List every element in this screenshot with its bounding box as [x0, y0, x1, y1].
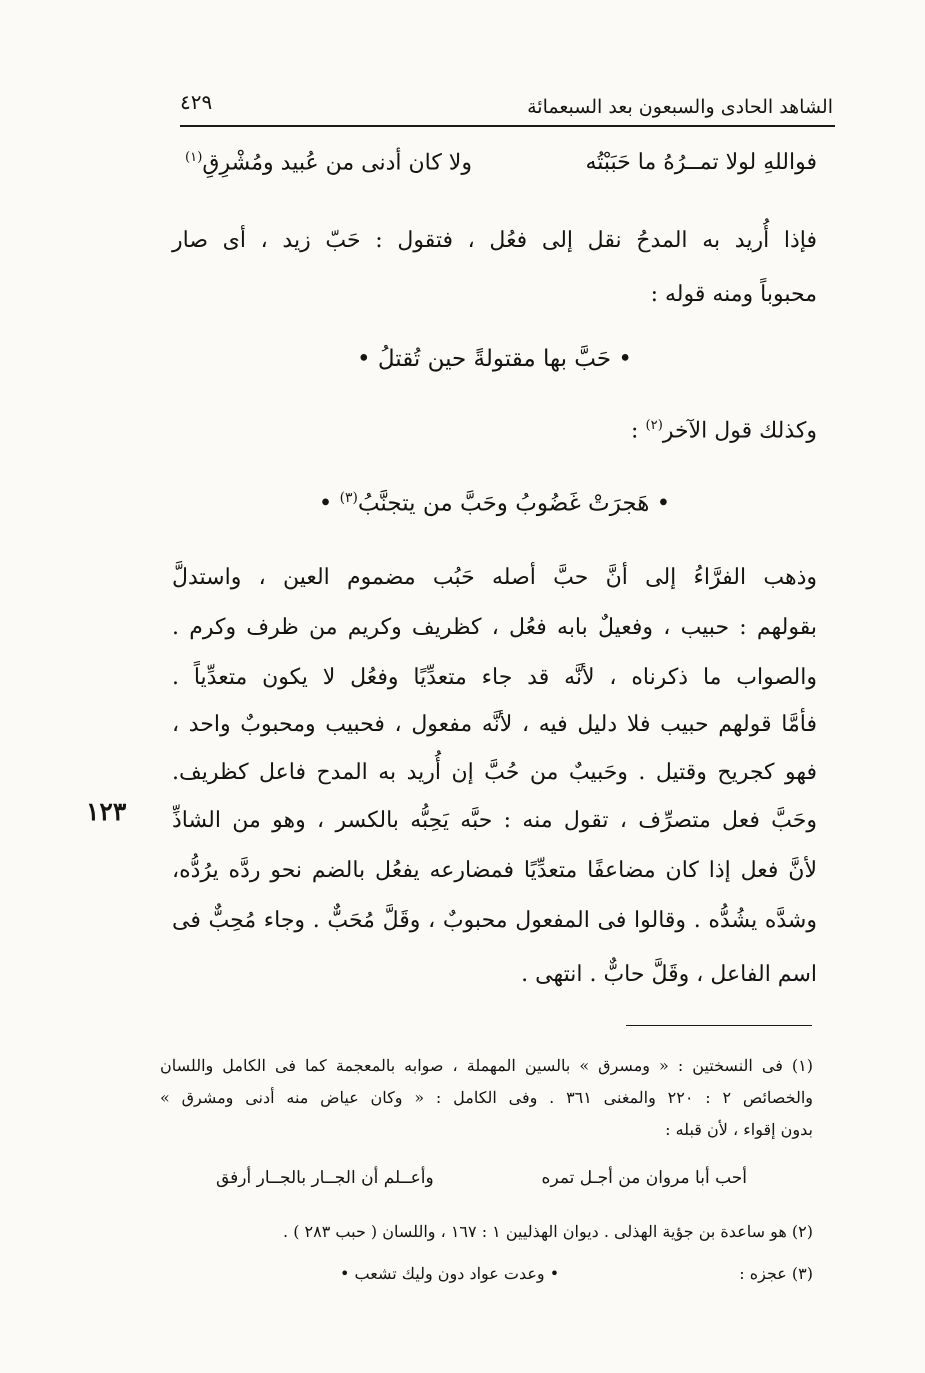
footnote-verse-right-half: أحب أبا مروان من أجـل تمره [541, 1168, 747, 1188]
verse2: • حَبَّ بها مقتولةً حين تُقتلُ • [357, 346, 632, 372]
para1-line1: فإذا أُريد به المدحُ نقل إلى فعُل ، فتقول : حَبّ زيد ، أى صار [172, 228, 817, 253]
header-rule [180, 125, 835, 127]
verse1-left-half: ولا كان أدنى من عُبيد ومُشْرِقِ$^{(١)}$ [185, 150, 472, 176]
footnote-rule [626, 1025, 812, 1026]
body-line-9: اسم الفاعل ، وقَلَّ حابٌّ . انتهى . [521, 962, 817, 987]
para2-line: وكذلك قول الآخر$^{(٢)}$ : [631, 418, 817, 444]
footnote-ref-1: (١) [185, 150, 203, 165]
footnote-verse-left-half: وأعــلم أن الجــار بالجــار أرفق [216, 1168, 434, 1188]
body-line-4: فأمَّا قولهم حبيب فلا دليل فيه ، لأنَّه مفعول ، فحبيب ومحبوبٌ واحد ، [172, 712, 817, 737]
body-line-8: وشدَّه يشُدُّه . وقالوا فى المفعول محبوبٌ ، وقَلَّ مُحَبٌّ . وجاء مُحِبٌّ فى [172, 908, 817, 933]
running-header-title: الشاهد الحادى والسبعون بعد السبعمائة [527, 96, 833, 118]
verse3: • هَجرَتْ غَضُوبُ وحَبَّ من يتجنَّبُ$^{(٣)}$ • [318, 490, 671, 517]
body-line-1: وذهب الفرَّاءُ إلى أنَّ حبَّ أصله حَبُب مضموم العين ، واستدلَّ [172, 565, 817, 590]
footnote-2: (٢) هو ساعدة بن جؤية الهذلى . ديوان الهذليين ١ : ١٦٧ ، واللسان ( حبب ٢٨٣ ) . [283, 1222, 813, 1241]
footnote-1-line-2: والخصائص ٢ : ٢٢٠ والمغنى ٣٦١ . وفى الكامل : « وكان عياض منه أدنى ومشرق » [160, 1088, 814, 1107]
para1-line2: محبوباً ومنه قوله : [650, 282, 817, 307]
footnote-1-line-3: بدون إقواء ، لأن قبله : [665, 1120, 813, 1139]
margin-number: ١٢٣ [86, 797, 127, 826]
body-line-2: بقولهم : حبيب ، وفعيلٌ بابه فعُل ، كظريف وكريم من ظرف وكرم . [172, 615, 817, 640]
footnote-1-line-1: (١) فى النسختين : « ومسرق » بالسين المهملة ، صوابه بالمعجمة كما فى الكامل واللسان [160, 1056, 813, 1075]
body-line-3: والصواب ما ذكرناه ، لأنَّه قد جاء متعدِّيًا وفعُل لا يكون متعدِّياً . [172, 665, 817, 690]
page-number: ٤٢٩ [180, 90, 213, 114]
body-line-6: وحَبَّ فعل متصرِّف ، تقول منه : حبَّه يَحِبُّه بالكسر ، وهو من الشاذِّ [172, 808, 817, 833]
footnote-ref-3: (٣) [339, 490, 358, 506]
body-line-5: فهو كجريح وقتيل . وحَبيبٌ من حُبَّ إن أُريد به المدح فاعل كظريف. [172, 760, 817, 785]
verse1-right-half: فواللهِ لولا تمــرُهُ ما حَبَبْتُه [585, 150, 817, 175]
footnote-3-label: (٣) عجزه : [739, 1264, 813, 1283]
footnote-3-verse: • وعدت عواد دون وليك تشعب • [340, 1264, 560, 1283]
footnote-ref-2: (٢) [645, 418, 663, 433]
body-line-7: لأنَّ فعل إذا كان مضاعفًا متعدِّيًا فمضارعه يفعُل بالضم نحو ردَّه يرُدُّه، [172, 858, 817, 883]
